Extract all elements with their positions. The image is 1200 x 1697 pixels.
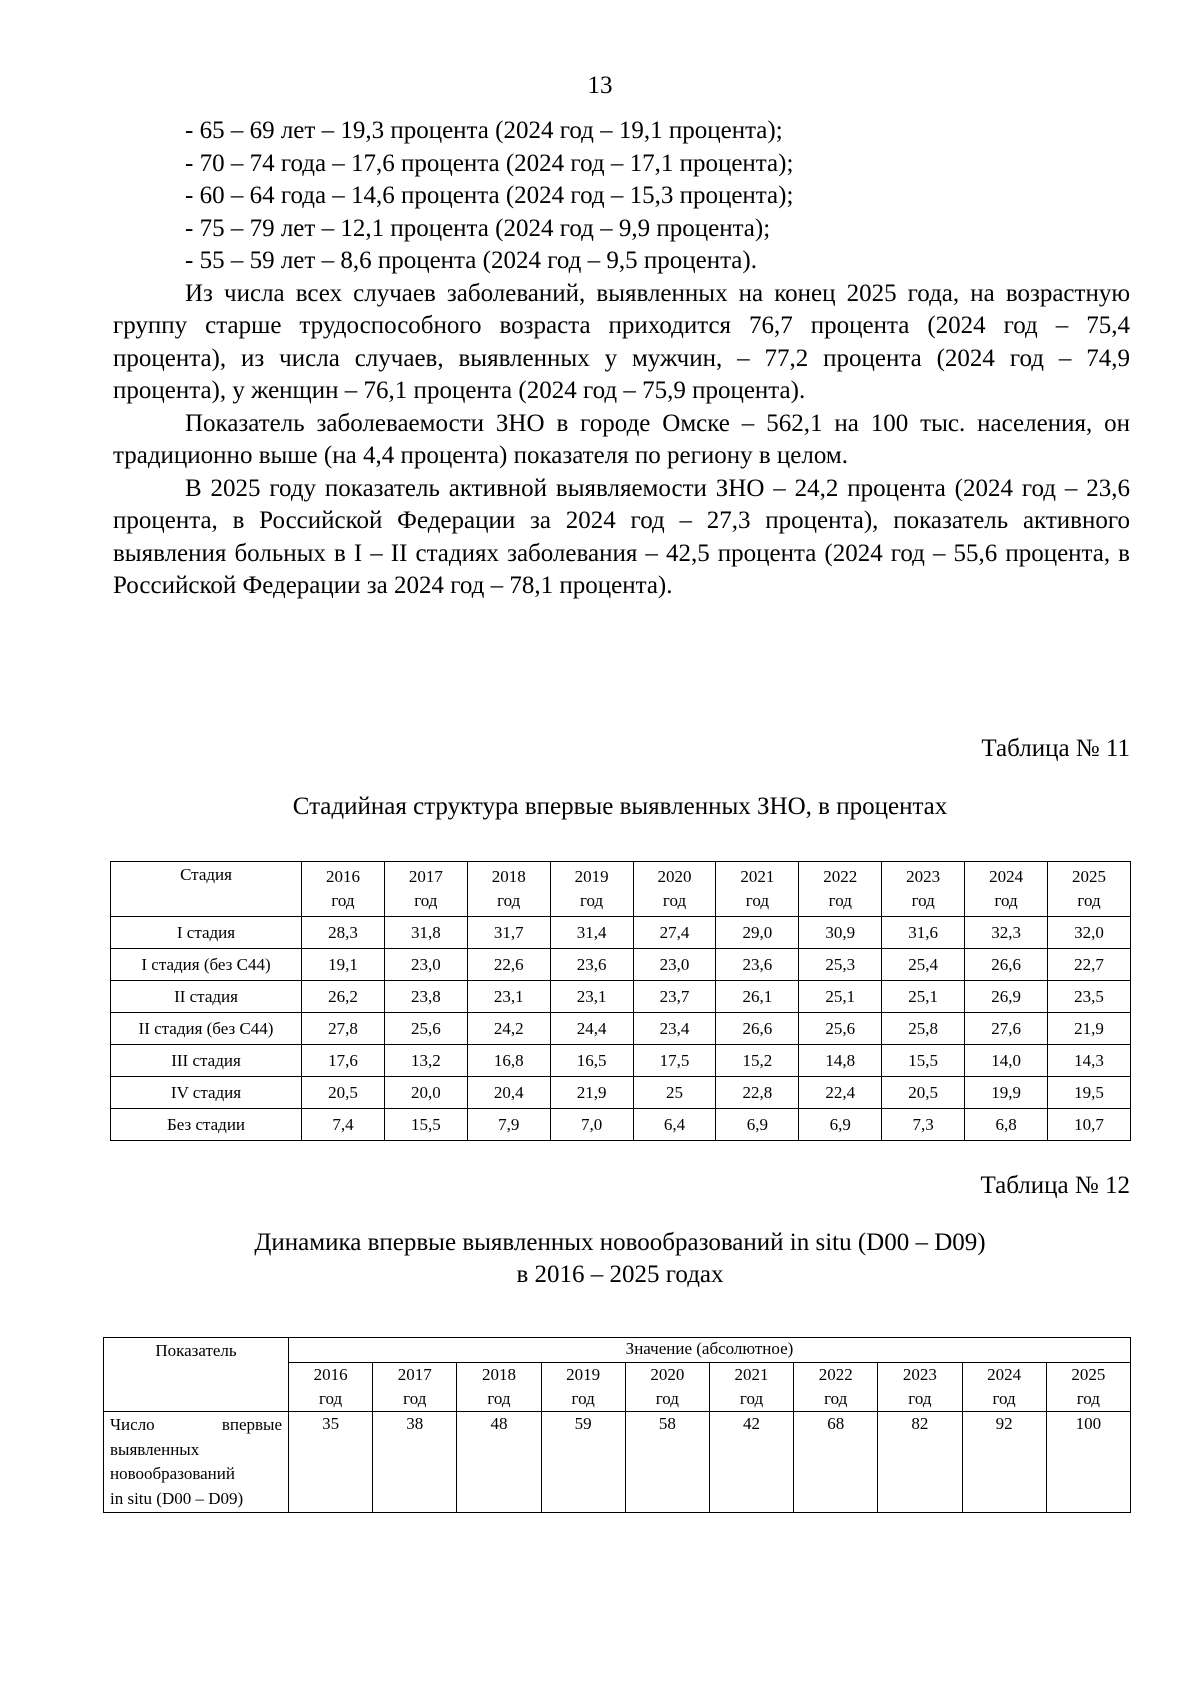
year-suffix: год — [403, 1389, 427, 1408]
table-cell: 6,4 — [633, 1109, 716, 1141]
body-text — [113, 115, 1130, 603]
table-cell: 19,1 — [302, 949, 385, 981]
table-cell: 26,9 — [965, 981, 1048, 1013]
table-cell: 23,8 — [384, 981, 467, 1013]
year-number: 2019 — [566, 1365, 601, 1384]
table-cell: 20,4 — [467, 1077, 550, 1109]
column-header-year — [384, 862, 467, 917]
year-number: 2022 — [823, 867, 858, 886]
year-suffix: год — [828, 891, 852, 910]
year-number: 2019 — [574, 867, 609, 886]
year-suffix: год — [1077, 891, 1101, 910]
table-11 — [110, 861, 1131, 1141]
table-cell: 23,4 — [633, 1013, 716, 1045]
table-cell: 28,3 — [302, 917, 385, 949]
year-number: 2025 — [1072, 867, 1106, 886]
year-number: 2018 — [491, 867, 526, 886]
column-header-year — [709, 1363, 793, 1412]
year-suffix: год — [497, 891, 521, 910]
column-header-year — [1046, 1363, 1130, 1412]
table-cell: 100 — [1046, 1412, 1130, 1513]
table-cell: 25,4 — [882, 949, 965, 981]
table-cell: 7,4 — [302, 1109, 385, 1141]
table-12 — [103, 1337, 1131, 1513]
table-cell: 25,8 — [882, 1013, 965, 1045]
year-suffix: год — [655, 1389, 679, 1408]
table-cell: 25,6 — [799, 1013, 882, 1045]
column-header-indicator: Показатель — [104, 1338, 289, 1412]
table-cell: 23,5 — [1048, 981, 1131, 1013]
year-suffix: год — [745, 891, 769, 910]
column-header-year — [373, 1363, 457, 1412]
table-cell: 92 — [962, 1412, 1046, 1513]
column-header-year — [794, 1363, 878, 1412]
table-cell: 26,6 — [965, 949, 1048, 981]
table-cell: 25,3 — [799, 949, 882, 981]
column-header-year — [799, 862, 882, 917]
table-cell: 20,5 — [882, 1077, 965, 1109]
table-cell: 68 — [794, 1412, 878, 1513]
column-header-year — [878, 1363, 962, 1412]
year-number: 2020 — [657, 867, 692, 886]
year-number: 2024 — [987, 1365, 1022, 1384]
table-cell: 25,1 — [882, 981, 965, 1013]
year-number: 2023 — [902, 1365, 937, 1384]
table-cell: 22,8 — [716, 1077, 799, 1109]
column-header-stage: Стадия — [111, 862, 302, 917]
year-number: 2017 — [397, 1365, 432, 1384]
table-cell: 23,1 — [467, 981, 550, 1013]
table-cell: 27,8 — [302, 1013, 385, 1045]
table-cell: 20,0 — [384, 1077, 467, 1109]
table-cell: 17,5 — [633, 1045, 716, 1077]
column-header-year — [457, 1363, 541, 1412]
table-cell: 27,6 — [965, 1013, 1048, 1045]
column-header-year — [965, 862, 1048, 917]
year-number: 2025 — [1071, 1365, 1106, 1384]
table-cell: 7,0 — [550, 1109, 633, 1141]
year-suffix: год — [739, 1389, 764, 1408]
year-number: 2021 — [740, 867, 775, 886]
year-number: 2018 — [481, 1365, 516, 1384]
row-label: III стадия — [111, 1045, 302, 1077]
table-cell: 31,6 — [882, 917, 965, 949]
column-header-year — [467, 862, 550, 917]
table-cell: 25 — [633, 1077, 716, 1109]
year-suffix: год — [824, 1389, 848, 1408]
table-header-row — [104, 1338, 1131, 1363]
table-cell: 24,2 — [467, 1013, 550, 1045]
table-cell: 31,8 — [384, 917, 467, 949]
table-row — [104, 1412, 1131, 1513]
table-cell: 7,3 — [882, 1109, 965, 1141]
table-cell: 22,4 — [799, 1077, 882, 1109]
table-cell: 31,7 — [467, 917, 550, 949]
year-suffix: год — [994, 891, 1018, 910]
year-suffix: год — [911, 891, 935, 910]
table-12-title-line: Динамика впервые выявленных новообразований in situ (D00 – D09) — [254, 1229, 986, 1256]
year-number: 2022 — [818, 1365, 853, 1384]
table-cell: 42 — [709, 1412, 793, 1513]
table-cell: 59 — [541, 1412, 625, 1513]
year-suffix: год — [318, 1389, 343, 1408]
table-cell: 21,9 — [1048, 1013, 1131, 1045]
paragraph: Показатель заболеваемости ЗНО в городе Омске – 562,1 на 100 тыс. населения, он традиционно выше (на 4,4 процента) показателя по региону в целом. — [113, 409, 1130, 469]
row-label: IV стадия — [111, 1077, 302, 1109]
table-cell: 17,6 — [302, 1045, 385, 1077]
column-header-value: Значение (абсолютное) — [289, 1338, 1131, 1363]
paragraph: Из числа всех случаев заболеваний, выявленных на конец 2025 года, на возрастную группу старше трудоспособного возраста приходится 76,7 процента (2024 год – 75,4 процента), из числа случаев, выявленных у мужчин, – 77,2 процента (2024 год – 74,9 процента), у женщин – 76,1 процента (2024 год – 75,9 процента). — [113, 279, 1130, 404]
table-cell: 24,4 — [550, 1013, 633, 1045]
table-cell: 6,9 — [716, 1109, 799, 1141]
table-cell: 38 — [373, 1412, 457, 1513]
table-cell: 15,2 — [716, 1045, 799, 1077]
year-suffix: год — [571, 1389, 595, 1408]
row-label: I стадия (без С44) — [111, 949, 302, 981]
table-cell: 6,9 — [799, 1109, 882, 1141]
table-cell: 32,3 — [965, 917, 1048, 949]
table-cell: 25,6 — [384, 1013, 467, 1045]
year-suffix: год — [580, 891, 604, 910]
column-header-year — [962, 1363, 1046, 1412]
list-item: - 55 – 59 лет – 8,6 процента (2024 год – 9,5 процента). — [185, 247, 757, 274]
table-cell: 6,8 — [965, 1109, 1048, 1141]
table-cell: 15,5 — [882, 1045, 965, 1077]
column-header-year — [550, 862, 633, 917]
column-header-year — [716, 862, 799, 917]
year-suffix: год — [487, 1389, 511, 1408]
table-cell: 7,9 — [467, 1109, 550, 1141]
table-cell: 16,8 — [467, 1045, 550, 1077]
table-header-row — [111, 862, 1131, 917]
list-item: - 75 – 79 лет – 12,1 процента (2024 год – 9,9 процента); — [185, 214, 771, 242]
table-cell: 21,9 — [550, 1077, 633, 1109]
year-number: 2020 — [650, 1365, 685, 1384]
table-12-title-line: в 2016 – 2025 годах — [516, 1261, 724, 1288]
page-number: 13 — [587, 72, 613, 99]
table-cell: 26,6 — [716, 1013, 799, 1045]
column-header-year — [633, 862, 716, 917]
table-cell: 26,2 — [302, 981, 385, 1013]
year-suffix: год — [992, 1389, 1016, 1408]
table-12-title — [0, 1227, 1200, 1291]
table-cell: 22,6 — [467, 949, 550, 981]
table-row — [111, 1045, 1131, 1077]
table-row — [111, 1013, 1131, 1045]
row-label — [104, 1412, 289, 1513]
table-cell: 30,9 — [799, 917, 882, 949]
list-item: - 60 – 64 года – 14,6 процента (2024 год – 15,3 процента); — [185, 182, 794, 209]
table-cell: 23,6 — [716, 949, 799, 981]
year-number: 2016 — [325, 867, 360, 886]
table-cell: 16,5 — [550, 1045, 633, 1077]
column-header-year — [302, 862, 385, 917]
table-cell: 31,4 — [550, 917, 633, 949]
table-12-label: Таблица № 12 — [980, 1172, 1130, 1199]
row-label-line: in situ (D00 – D09) — [110, 1488, 244, 1508]
table-11-label: Таблица № 11 — [981, 735, 1130, 762]
year-suffix: год — [908, 1389, 932, 1408]
year-number: 2016 — [313, 1365, 348, 1384]
list-item: - 70 – 74 года – 17,6 процента (2024 год – 17,1 процента); — [185, 149, 794, 177]
table-11-title: Стадийная структура впервые выявленных ЗНО, в процентах — [292, 793, 948, 820]
table-row — [111, 1077, 1131, 1109]
table-cell: 14,3 — [1048, 1045, 1131, 1077]
table-cell: 26,1 — [716, 981, 799, 1013]
year-suffix: год — [662, 891, 687, 910]
table-cell: 14,8 — [799, 1045, 882, 1077]
table-cell: 27,4 — [633, 917, 716, 949]
table-row — [111, 917, 1131, 949]
column-header-year — [289, 1363, 373, 1412]
year-number: 2024 — [989, 867, 1024, 886]
row-label: Без стадии — [111, 1109, 302, 1141]
table-cell: 15,5 — [384, 1109, 467, 1141]
list-item: - 65 – 69 лет – 19,3 процента (2024 год – 19,1 процента); — [185, 117, 783, 144]
year-number: 2023 — [906, 867, 941, 886]
table-cell: 25,1 — [799, 981, 882, 1013]
row-label-line: Число впервые — [110, 1415, 282, 1434]
table-row — [111, 949, 1131, 981]
table-cell: 82 — [878, 1412, 962, 1513]
table-cell: 32,0 — [1048, 917, 1131, 949]
table-cell: 23,7 — [633, 981, 716, 1013]
year-suffix: год — [1076, 1389, 1100, 1408]
table-row — [111, 1109, 1131, 1141]
table-cell: 29,0 — [716, 917, 799, 949]
table-cell: 19,9 — [965, 1077, 1048, 1109]
row-label: II стадия (без С44) — [111, 1013, 302, 1045]
table-cell: 48 — [457, 1412, 541, 1513]
table-cell: 19,5 — [1048, 1077, 1131, 1109]
year-suffix: год — [331, 891, 355, 910]
table-cell: 22,7 — [1048, 949, 1131, 981]
table-cell: 58 — [625, 1412, 709, 1513]
row-label-line: выявленных — [110, 1439, 200, 1459]
table-cell: 35 — [289, 1412, 373, 1513]
table-cell: 14,0 — [965, 1045, 1048, 1077]
year-number: 2021 — [734, 1365, 769, 1384]
table-cell: 20,5 — [302, 1077, 385, 1109]
year-number: 2017 — [408, 867, 443, 886]
paragraph: В 2025 году показатель активной выявляемости ЗНО – 24,2 процента (2024 год – 23,6 процента, в Российской Федерации за 2024 год – 27,3 процента), показатель активного выявления больных в I – II стадиях заболевания – 42,5 процента (2024 год – 55,6 процента, в Российской Федерации за 2024 год – 78,1 процента). — [113, 474, 1130, 599]
column-header-year — [541, 1363, 625, 1412]
row-label: I стадия — [111, 917, 302, 949]
row-label-line: новообразований — [110, 1464, 235, 1483]
row-label: II стадия — [111, 981, 302, 1013]
year-suffix: год — [414, 891, 438, 910]
table-cell: 23,0 — [633, 949, 716, 981]
table-cell: 23,6 — [550, 949, 633, 981]
table-cell: 23,1 — [550, 981, 633, 1013]
table-cell: 10,7 — [1048, 1109, 1131, 1141]
table-cell: 23,0 — [384, 949, 467, 981]
column-header-year — [882, 862, 965, 917]
column-header-year — [625, 1363, 709, 1412]
column-header-year — [1048, 862, 1131, 917]
table-row — [111, 981, 1131, 1013]
table-cell: 13,2 — [384, 1045, 467, 1077]
